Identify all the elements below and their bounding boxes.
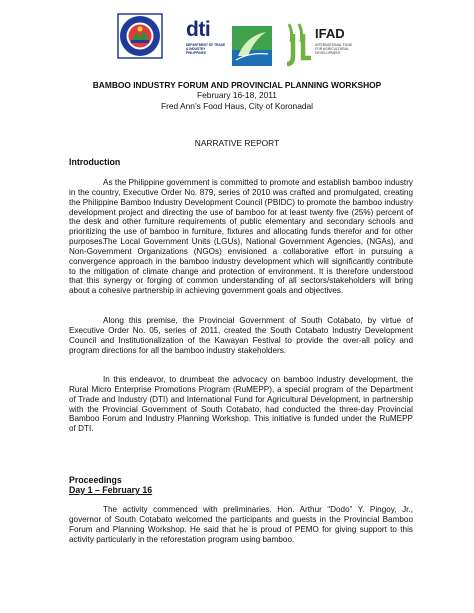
dti-logo-subtext: DEPARTMENT OF TRADE & INDUSTRY PHILIPPINES (186, 43, 226, 55)
logo-strip (0, 10, 474, 72)
section-proceedings: Proceedings (69, 475, 122, 485)
report-type-heading: NARRATIVE REPORT (194, 138, 280, 148)
bamboo-council-logo-icon (232, 26, 272, 66)
document-venue: Fred Ann’s Food Haus, City of Koronadal (160, 101, 314, 111)
ifad-logo-subtext: INTERNATIONAL FUND FOR AGRICULTURAL DEVELOPMENT (315, 43, 353, 56)
paragraph-3: Along this premise, the Provincial Government of South Cotabato, by virtue of Executive Order No. 05, series of 2011, created the South Cotabato Industry Development Council and Institutionalization of the Kawayan Festival to provide the over-all policy and program directions for all the bamboo industry stakeholders. (69, 316, 413, 355)
dti-logo-word: dti (186, 18, 211, 41)
paragraph-5: The activity commenced with preliminaries. Hon. Arthur “Dodo” Y. Pingoy, Jr., governor of South Cotabato welcomed the participants and guests in the Provincial Bamboo Forum and Planning Workshop. He said that he is proud of PEMO for giving support to this activity particularly in the reforestation program using bamboo. (69, 505, 413, 544)
section-introduction: Introduction (69, 157, 121, 167)
ifad-logo-word: IFAD (315, 26, 345, 41)
province-seal-icon (117, 13, 163, 59)
paragraph-1: As the Philippine government is committed to promote and establish bamboo industry in the country, Executive Order No. 879, series of 2010 was crafted and promulgated, creating the Philippine Bamboo Industry Development Council (PBIDC) to promote the bamboo industry development project and directing the use of bamboo for at least twenty five (25%) percent of the desk and other furniture requirements of public elementary and secondary schools and prioritizing the use of bamboo in furniture, fixtures and allocating funds therefor and for other purposes. (69, 178, 413, 247)
ifad-logo-icon (285, 22, 361, 68)
paragraph-4: In this endeavor, to drumbeat the advocacy on bamboo industry development, the Rural Micro Enterprise Promotions Program (RuMEPP), a special program of the Department of Trade and Industry (DTI) and International Fund for Agricultural Development, in partnership with the Provincial Government of South Cotabato, had conducted the three-day Provincial Bamboo Forum and Industry Planning Workshop. This initiative is funded under the RuMEPP of DTI. (69, 375, 413, 434)
dti-logo-icon (186, 20, 226, 68)
paragraph-2: The Local Government Units (LGUs), National Government Agencies, (NGAs), and Non-Government Organizations (NGOs) envisioned a collaborative effort in pursuing a convergence approach in the bamboo industry development which will significantly contribute to the mitigation of climate change and protection of environment. It is therefore understood that this synergy or forging of common understanding of all sectors/stakeholders will bring about a cohesive partnership in achieving government goals and objectives. (69, 237, 413, 296)
document-title: BAMBOO INDUSTRY FORUM AND PROVINCIAL PLANNING WORKSHOP (92, 80, 382, 90)
document-dates: February 16-18, 2011 (197, 90, 277, 100)
section-day-1: Day 1 – February 16 (69, 485, 153, 495)
